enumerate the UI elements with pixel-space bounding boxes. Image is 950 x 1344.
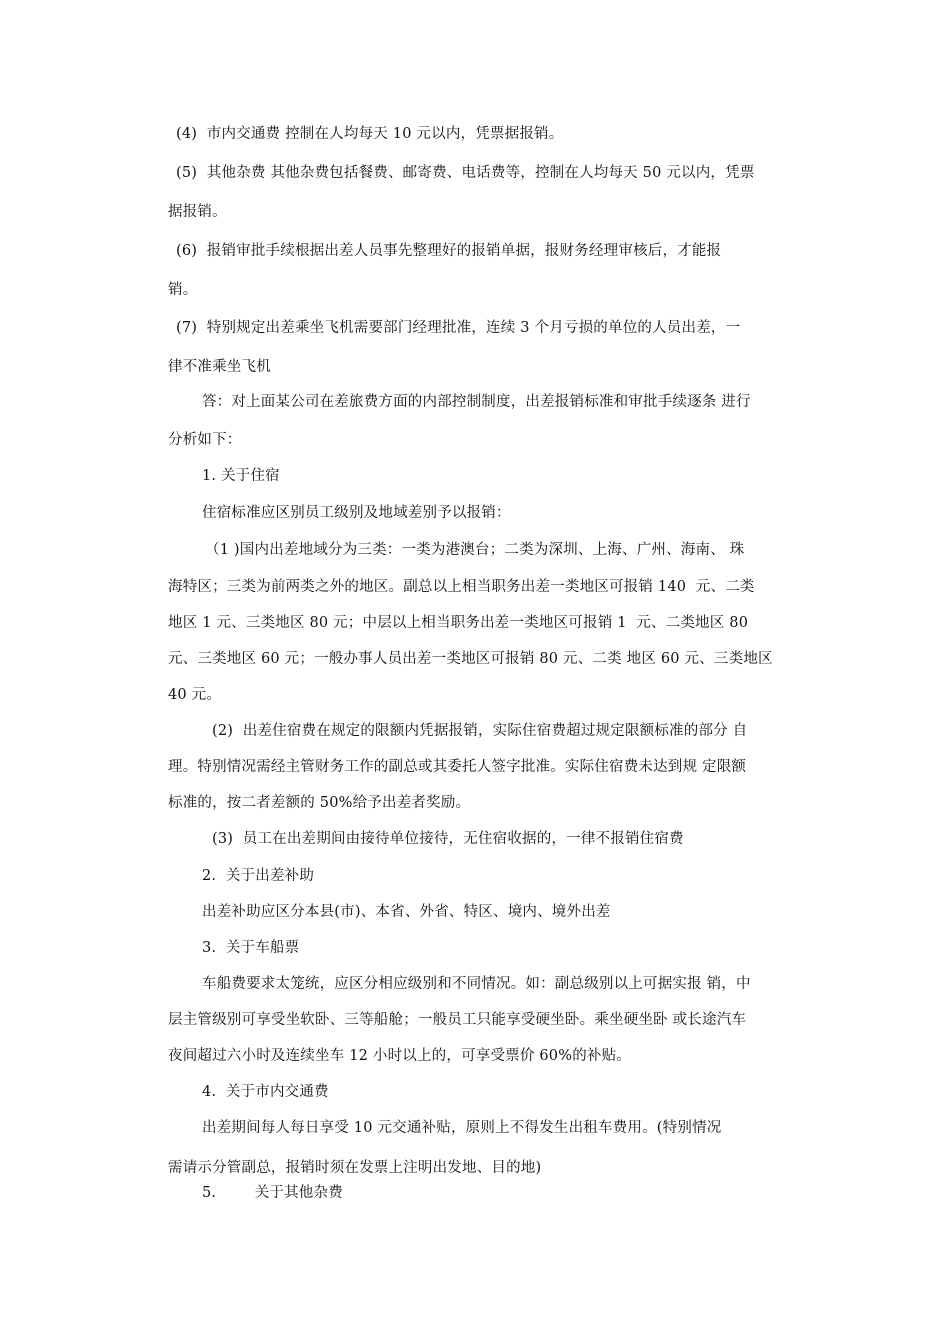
- answer-intro-cont: 分析如下：: [168, 432, 242, 448]
- item-7-flight-rule: (7) 特别规定出差乘坐飞机需要部门经理批准，连续 3 个月亏损的单位的人员出差，一: [176, 320, 741, 336]
- section-2-heading: 2. 关于出差补助: [202, 868, 315, 884]
- section-1-item-2: (2) 出差住宿费在规定的限额内凭据报销，实际住宿费超过规定限额标准的部分 自: [212, 723, 748, 739]
- section-5-heading: 5. 关于其他杂费: [202, 1185, 343, 1201]
- section-1-item-1-line-5: 40 元。: [168, 687, 222, 703]
- section-1-item-1-line-4: 元、三类地区 60 元；一般办事人员出差一类地区可报销 80 元、二类 地区 60 元、三类地区: [168, 651, 773, 667]
- answer-intro: 答：对上面某公司在差旅费方面的内部控制制度，出差报销标准和审批手续逐条 进行: [202, 394, 751, 410]
- section-1-intro: 住宿标准应区别员工级别及地域差别予以报销：: [202, 505, 511, 521]
- section-2-body: 出差补助应区分本县(市)、本省、外省、特区、境内、境外出差: [202, 904, 611, 920]
- section-4-heading: 4. 关于市内交通费: [202, 1084, 329, 1100]
- section-1-item-1-line-2: 海特区；三类为前两类之外的地区。副总以上相当职务出差一类地区可报销 140 元、二类: [168, 579, 755, 595]
- section-3-body: 车船费要求太笼统，应区分相应级别和不同情况。如：副总级别以上可据实报 销，中: [202, 976, 751, 992]
- section-1-heading: 1. 关于住宿: [202, 468, 280, 484]
- section-4-body-line-2: 需请示分管副总，报销时须在发票上注明出发地、目的地): [168, 1160, 542, 1176]
- section-3-body-line-2: 层主管级别可享受坐软卧、三等船舱；一般员工只能享受硬坐卧。乘坐硬坐卧 或长途汽车: [168, 1012, 747, 1028]
- section-1-item-1: （1 )国内出差地域分为三类：一类为港澳台；二类为深圳、上海、广州、海南、 珠: [205, 542, 745, 558]
- item-6-approval-cont: 销。: [168, 282, 198, 298]
- section-3-body-line-3: 夜间超过六小时及连续坐车 12 小时以上的，可享受票价 60%的补贴。: [168, 1048, 632, 1064]
- section-1-item-2-line-3: 标准的，按二者差额的 50%给予出差者奖励。: [168, 795, 471, 811]
- section-1-item-2-line-2: 理。特别情况需经主管财务工作的副总或其委托人签字批准。实际住宿费未达到规 定限额: [168, 759, 747, 775]
- section-4-body: 出差期间每人每日享受 10 元交通补贴，原则上不得发生出租车费用。(特别情况: [202, 1120, 722, 1136]
- item-5-misc-cost-cont: 据报销。: [168, 204, 227, 220]
- item-5-misc-cost: (5) 其他杂费 其他杂费包括餐费、邮寄费、电话费等，控制在人均每天 50 元以内，凭票: [176, 165, 755, 181]
- item-6-approval: (6) 报销审批手续根据出差人员事先整理好的报销单据，报财务经理审核后，才能报: [176, 243, 722, 259]
- section-1-item-1-line-3: 地区 1 元、三类地区 80 元；中层以上相当职务出差一类地区可报销 1 元、二类地区 80: [168, 615, 749, 631]
- item-4-transport-cost: (4) 市内交通费 控制在人均每天 10 元以内，凭票据报销。: [176, 126, 564, 142]
- section-3-heading: 3. 关于车船票: [202, 940, 300, 956]
- section-1-item-3: (3) 员工在出差期间由接待单位接待，无住宿收据的，一律不报销住宿费: [212, 831, 684, 847]
- item-7-flight-rule-cont: 律不准乘坐飞机: [168, 359, 271, 375]
